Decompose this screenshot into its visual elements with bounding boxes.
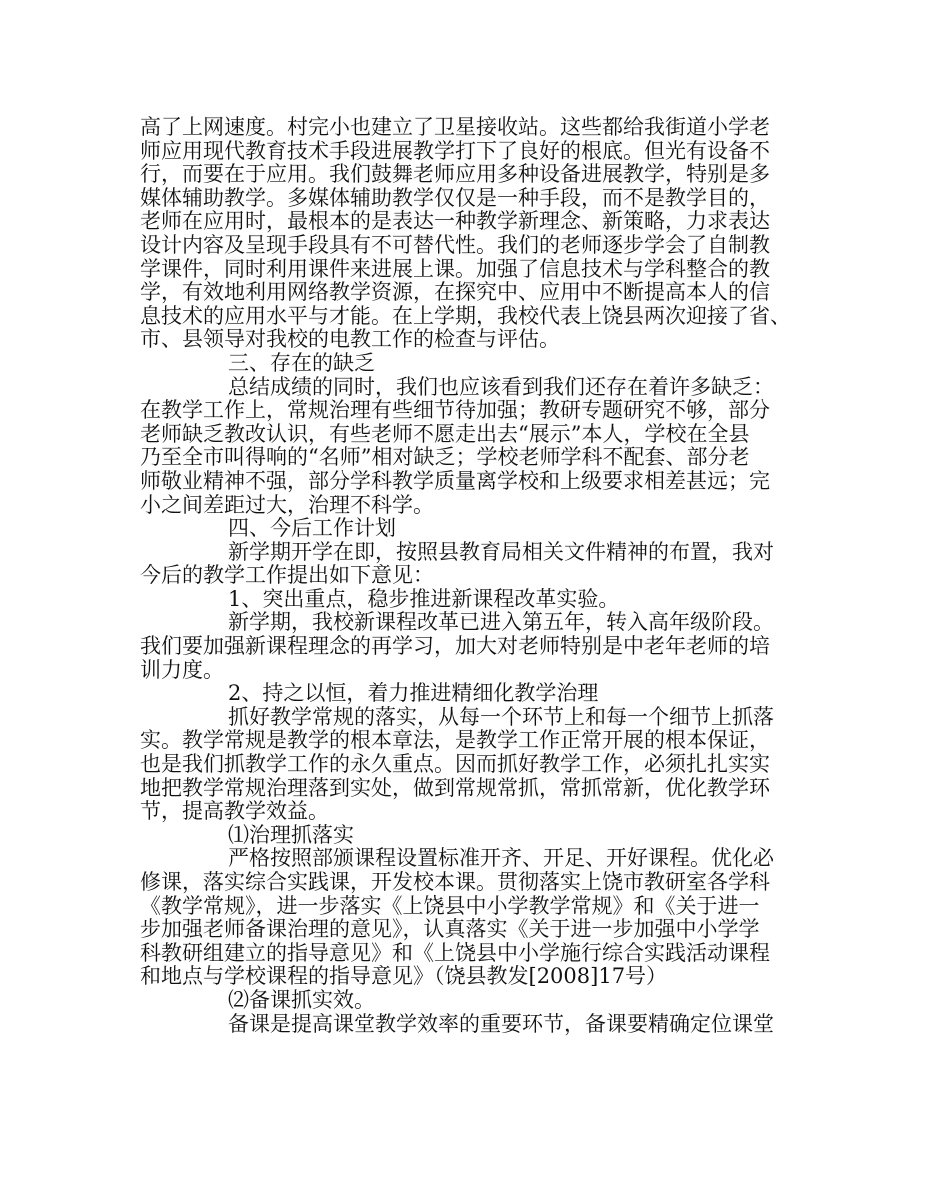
text-line: 新学期，我校新课程改革已进入第五年，转入高年级阶段。: [228, 610, 774, 635]
text-line: 实。教学常规是教学的根本章法，是教学工作正常开展的根本保证，: [140, 728, 770, 753]
text-line: 乃至全市叫得响的“名师”相对缺乏；学校老师学科不配套、部分老: [140, 445, 750, 470]
text-line: 师敬业精神不强，部分学科教学质量离学校和上级要求相差甚远；完: [140, 468, 770, 493]
text-line: 和地点与学校课程的指导意见》（饶县教发[2008]17号）: [140, 964, 668, 989]
text-line: 师应用现代教育技术手段进展教学打下了良好的根底。但光有设备不: [140, 138, 770, 163]
text-line: 《教学常规》，进一步落实《上饶县中小学教学常规》和《关于进一: [140, 893, 760, 918]
text-line: 2、持之以恒，着力推进精细化教学治理: [228, 681, 599, 706]
text-line: 修课，落实综合实践课，开发校本课。贯彻落实上饶市教研室各学科: [140, 870, 770, 894]
text-line: 在教学工作上，常规治理有些细节待加强；教研专题研究不够，部分: [140, 398, 770, 423]
text-line: ⑴治理抓落实: [228, 822, 354, 847]
text-line: 设计内容及呈现手段具有不可替代性。我们的老师逐步学会了自制教: [140, 232, 770, 257]
text-line: 四、今后工作计划: [228, 516, 396, 541]
text-line: 三、存在的缺乏: [228, 350, 375, 375]
text-line: 息技术的应用水平与才能。在上学期，我校代表上饶县两次迎接了省、: [140, 303, 791, 328]
text-line: 严格按照部颁课程设置标准开齐、开足、开好课程。优化必: [228, 846, 774, 871]
text-line: 小之间差距过大，治理不科学。: [140, 492, 434, 517]
text-line: 老师缺乏教改认识，有些老师不愿走出去“展示”本人，学校在全县: [140, 421, 750, 446]
text-line: 节，提高教学效益。: [140, 799, 329, 824]
text-line: 步加强老师备课治理的意见》，认真落实《关于进一步加强中小学学: [140, 917, 760, 942]
text-line: 学，有效地利用网络教学资源，在探究中、应用中不断提高本人的信: [140, 280, 770, 305]
text-line: 媒体辅助教学。多媒体辅助教学仅仅是一种手段，而不是教学目的，: [140, 185, 770, 210]
text-line: 也是我们抓教学工作的永久重点。因而抓好教学工作，必须扎扎实实: [140, 752, 770, 777]
text-line: 1、突出重点，稳步推进新课程改革实验。: [228, 586, 620, 611]
text-line: 备课是提高课堂教学效率的重要环节，备课要精确定位课堂: [228, 1011, 774, 1036]
text-line: 行，而要在于应用。我们鼓舞老师应用多种设备进展教学，特别是多: [140, 162, 770, 187]
text-line: ⑵备课抓实效。: [228, 987, 375, 1012]
text-line: 学课件，同时利用课件来进展上课。加强了信息技术与学科整合的教: [140, 256, 770, 281]
text-line: 高了上网速度。村完小也建立了卫星接收站。这些都给我街道小学老: [140, 115, 770, 139]
text-line: 科教研组建立的指导意见》和《上饶县中小学施行综合实践活动课程: [140, 940, 770, 965]
text-line: 新学期开学在即，按照县教育局相关文件精神的布置，我对: [228, 539, 774, 564]
text-line: 总结成绩的同时，我们也应该看到我们还存在着许多缺乏：: [228, 374, 774, 399]
text-line: 今后的教学工作提出如下意见：: [140, 563, 434, 588]
text-line: 市、县领导对我校的电教工作的检查与评估。: [140, 327, 560, 352]
text-line: 老师在应用时，最根本的是表达一种教学新理念、新策略，力求表达: [140, 209, 770, 234]
text-line: 我们要加强新课程理念的再学习，加大对老师特别是中老年老师的培: [140, 634, 770, 659]
document-body: [140, 116, 830, 1036]
text-line: 训力度。: [140, 657, 224, 682]
text-line: 地把教学常规治理落到实处，做到常规常抓，常抓常新，优化教学环: [140, 775, 770, 800]
text-line: 抓好教学常规的落实，从每一个环节上和每一个细节上抓落: [228, 704, 774, 729]
